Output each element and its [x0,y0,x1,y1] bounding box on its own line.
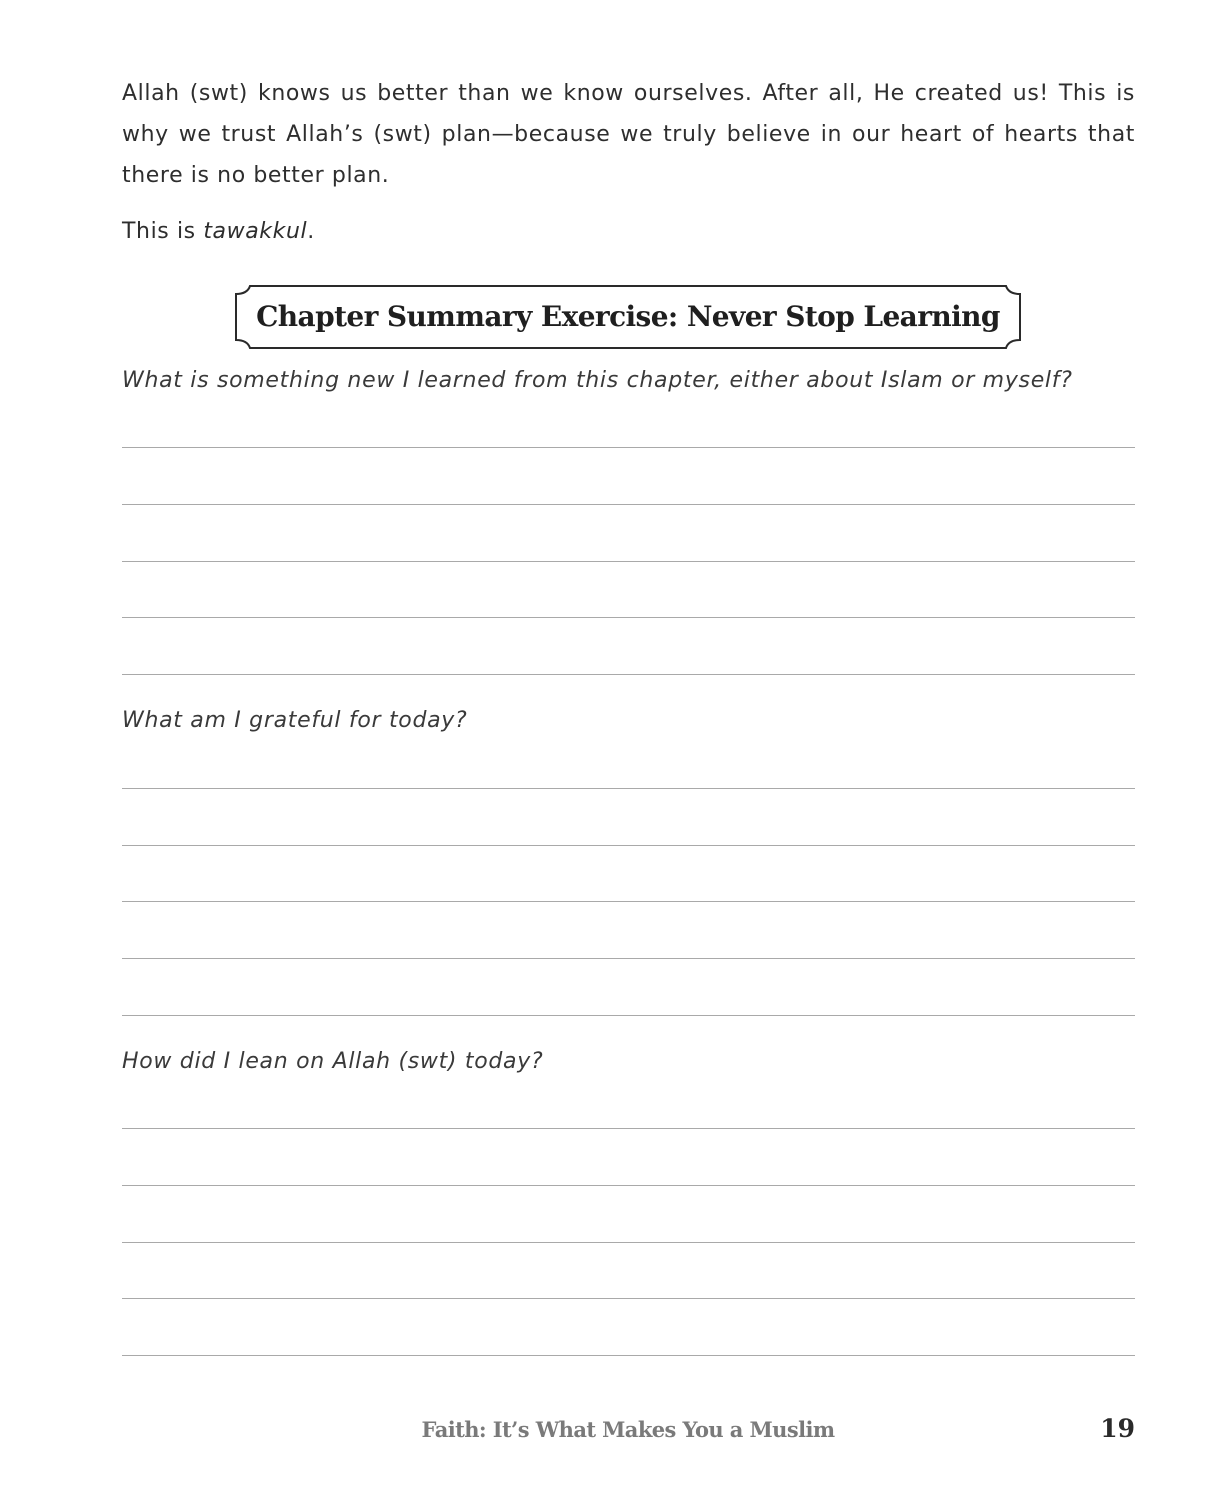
body-paragraph: Allah (swt) knows us better than we know ourselves. After all, He created us! This is why we trust Allah’s (swt) plan—because we truly believe in our heart of hearts that there is no better plan. [122,81,1135,188]
emphasized-term: tawakkul [203,219,308,244]
page-number: 19 [1100,1414,1135,1443]
footer-book-title: Faith: It’s What Makes You a Muslim [421,1417,835,1442]
exercise-title: Chapter Summary Exercise: Never Stop Learning [256,300,1000,333]
writing-line[interactable] [122,901,1135,902]
prompt-learned: What is something new I learned from this chapter, either about Islam or myself? [122,368,1073,393]
writing-line[interactable] [122,1298,1135,1299]
writing-line[interactable] [122,1015,1135,1016]
paragraph-suffix: . [307,219,315,244]
prompt-grateful: What am I grateful for today? [122,708,468,733]
writing-line[interactable] [122,1242,1135,1243]
prompt-lean-on-allah: How did I lean on Allah (swt) today? [122,1049,544,1074]
writing-line[interactable] [122,788,1135,789]
writing-line[interactable] [122,1185,1135,1186]
writing-line[interactable] [122,958,1135,959]
writing-line[interactable] [122,1128,1135,1129]
writing-line[interactable] [122,447,1135,448]
writing-line[interactable] [122,617,1135,618]
writing-line[interactable] [122,504,1135,505]
writing-line[interactable] [122,845,1135,846]
tawakkul-paragraph [122,211,1135,252]
writing-line[interactable] [122,561,1135,562]
exercise-title-frame [232,284,1024,350]
paragraph-prefix: This is [122,219,204,244]
writing-line[interactable] [122,674,1135,675]
writing-line[interactable] [122,1355,1135,1356]
